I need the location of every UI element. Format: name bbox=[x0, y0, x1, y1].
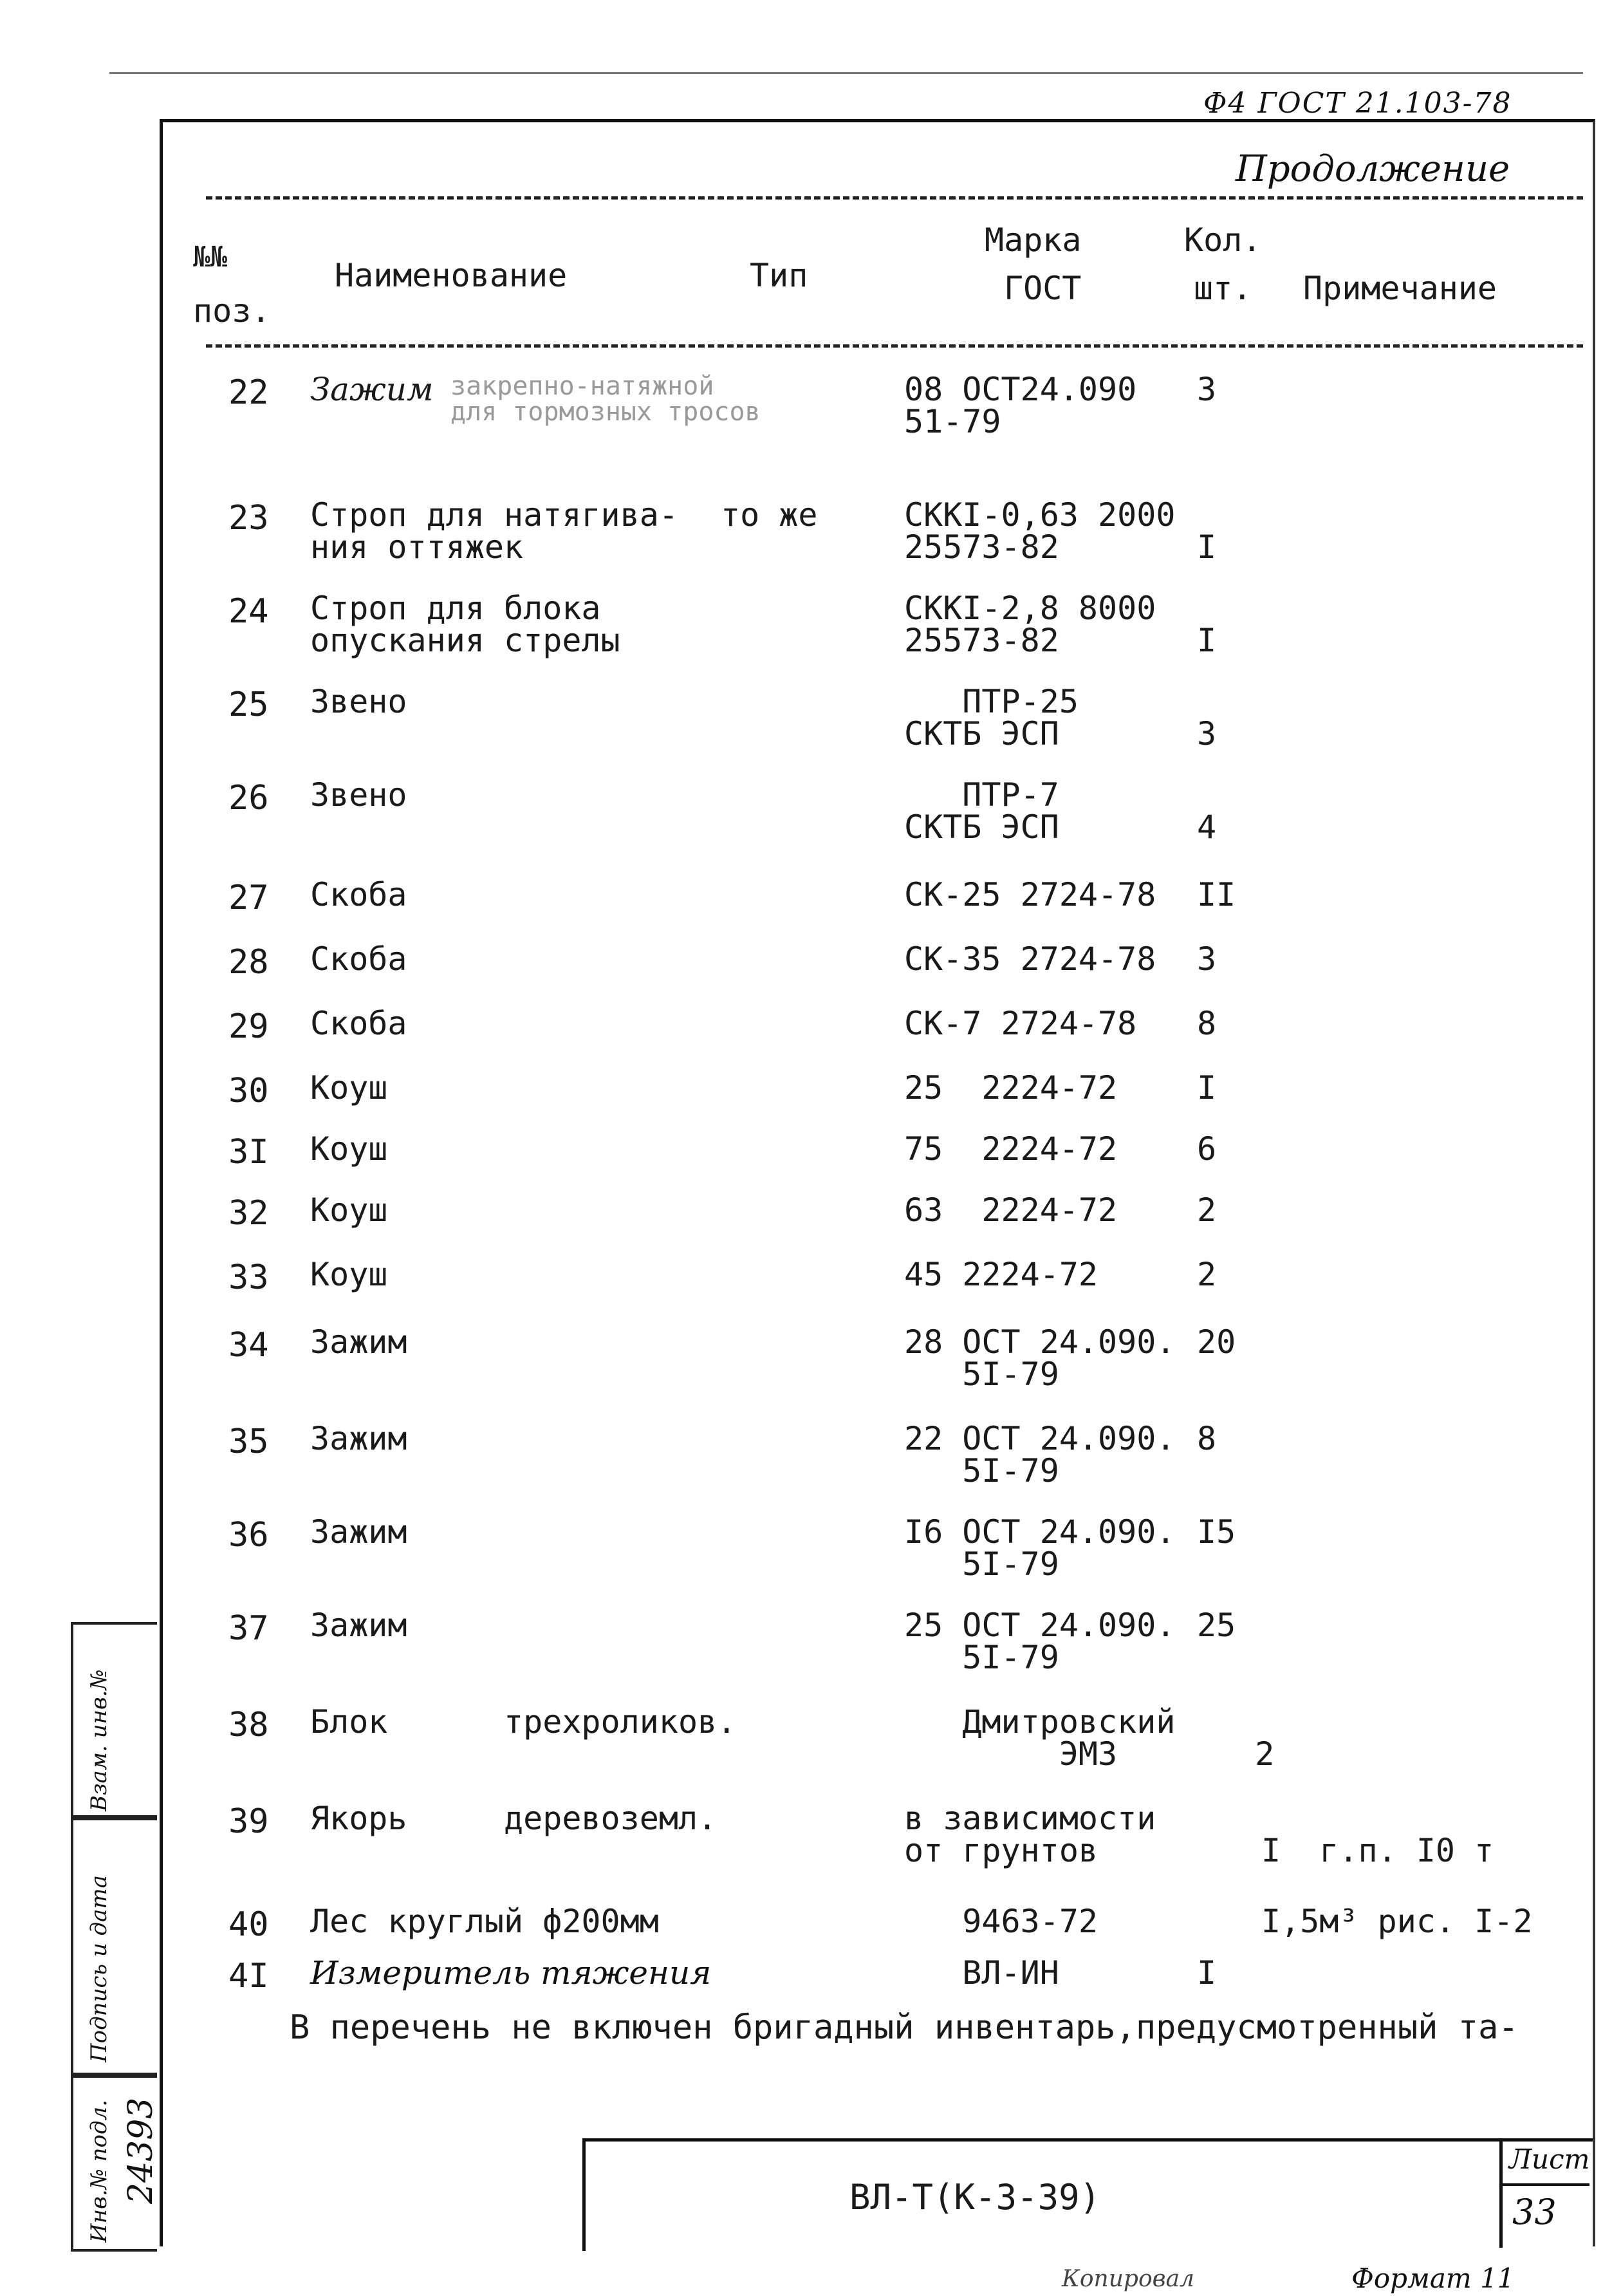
col-mark-header-line1: Марка bbox=[985, 221, 1082, 259]
col-qty-header-line2: шт. bbox=[1194, 270, 1252, 307]
side-inv-cell bbox=[71, 2073, 160, 2252]
row-mark: 25 2224-72 bbox=[904, 1069, 1118, 1106]
row-position: 3I bbox=[228, 1133, 269, 1171]
row-name: Зажим bbox=[310, 371, 434, 408]
row-mark: СККI-0,63 2000 25573-82 bbox=[904, 496, 1176, 566]
row-name: Скоба bbox=[310, 876, 407, 913]
row-note: I г.п. I0 т bbox=[1261, 1832, 1494, 1869]
col-qty-header-line1: Кол. bbox=[1184, 221, 1262, 259]
sheet-divider bbox=[1499, 2183, 1589, 2186]
row-name: Звено bbox=[310, 683, 407, 720]
row-position: 30 bbox=[228, 1072, 269, 1110]
row-position: 28 bbox=[228, 943, 269, 982]
row-position: 4I bbox=[228, 1957, 269, 1995]
row-name: Зажим bbox=[310, 1607, 407, 1644]
row-note: I,5м³ рис. I-2 bbox=[1261, 1903, 1533, 1940]
title-doc-id: ВЛ-Т(К-3-39) bbox=[849, 2177, 1101, 2217]
row-qty: 3 bbox=[1197, 715, 1217, 752]
row-name: Зажим bbox=[310, 1513, 407, 1551]
row-qty: II bbox=[1197, 876, 1236, 913]
row-position: 33 bbox=[228, 1258, 269, 1297]
row-mark: I6 ОСТ 24.090. 5I-79 bbox=[904, 1513, 1176, 1583]
row-position: 36 bbox=[228, 1516, 269, 1554]
col-pos-header-line2: поз. bbox=[193, 292, 271, 330]
row-position: 40 bbox=[228, 1905, 269, 1944]
continuation-label: Продолжение bbox=[1236, 148, 1510, 190]
row-mark: 22 ОСТ 24.090. 5I-79 bbox=[904, 1420, 1176, 1489]
row-position: 24 bbox=[228, 592, 269, 631]
row-mark: Дмитровский ЭМЗ bbox=[962, 1703, 1176, 1773]
side-inv-label: Инв.№ подл. bbox=[86, 2100, 112, 2243]
row-qty: I5 bbox=[1197, 1513, 1236, 1551]
row-qty: I bbox=[1197, 528, 1217, 566]
row-name: Зажим bbox=[310, 1420, 407, 1457]
format-label: Формат 11 bbox=[1351, 2263, 1515, 2294]
row-mark: ПТР-25 СКТБ ЭСП bbox=[904, 683, 1079, 752]
side-signature-cell bbox=[71, 1815, 157, 2078]
col-mark-header-line2: ГОСТ bbox=[1004, 270, 1082, 307]
row-mark: 25 ОСТ 24.090. 5I-79 bbox=[904, 1607, 1176, 1676]
row-name: Коуш bbox=[310, 1256, 388, 1293]
row-name: Строп для натягива- ния оттяжек bbox=[310, 496, 678, 566]
row-name: Коуш bbox=[310, 1191, 388, 1229]
row-mark: ПТР-7 СКТБ ЭСП bbox=[904, 776, 1059, 846]
col-type-header: Тип bbox=[750, 257, 808, 294]
row-position: 22 bbox=[228, 373, 269, 412]
top-rule bbox=[109, 72, 1583, 74]
row-name: Скоба bbox=[310, 1005, 407, 1042]
row-qty: 2 bbox=[1255, 1735, 1275, 1773]
row-position: 27 bbox=[228, 879, 269, 917]
row-name: Измеритель тяжения bbox=[310, 1954, 712, 1992]
row-qty: 6 bbox=[1197, 1130, 1217, 1168]
side-inv-value: 24393 bbox=[122, 2097, 160, 2204]
row-qty: 8 bbox=[1197, 1420, 1217, 1457]
row-mark: СК-7 2724-78 bbox=[904, 1005, 1137, 1042]
row-name: Строп для блока опускания стрелы bbox=[310, 590, 620, 659]
col-note-header: Примечание bbox=[1303, 270, 1497, 307]
row-qty: 20 bbox=[1197, 1323, 1236, 1361]
row-mark: 75 2224-72 bbox=[904, 1130, 1118, 1168]
row-position: 34 bbox=[228, 1326, 269, 1365]
row-position: 35 bbox=[228, 1423, 269, 1461]
copied-by-label: Копировал bbox=[1062, 2266, 1194, 2292]
row-qty: 2 bbox=[1197, 1191, 1217, 1229]
row-position: 25 bbox=[228, 686, 269, 724]
row-mark: СККI-2,8 8000 25573-82 bbox=[904, 590, 1156, 659]
header-top-dash bbox=[206, 196, 1583, 200]
col-name-header: Наименование bbox=[335, 257, 568, 294]
row-name: Звено bbox=[310, 776, 407, 814]
row-position: 32 bbox=[228, 1194, 269, 1233]
row-qty: 8 bbox=[1197, 1005, 1217, 1042]
row-position: 26 bbox=[228, 779, 269, 817]
row-qty: 3 bbox=[1197, 371, 1217, 408]
row-position: 23 bbox=[228, 499, 269, 537]
row-name: Скоба bbox=[310, 940, 407, 978]
row-position: 29 bbox=[228, 1007, 269, 1046]
row-mark: СК-25 2724-78 bbox=[904, 876, 1156, 913]
row-qty: 3 bbox=[1197, 940, 1217, 978]
row-mark: 08 ОСТ24.090 51-79 bbox=[904, 371, 1137, 440]
sheet-label: Лист bbox=[1509, 2143, 1590, 2175]
side-signature-label: Подпись и дата bbox=[86, 1875, 112, 2062]
sheet-number: 33 bbox=[1512, 2192, 1557, 2232]
row-qty: I bbox=[1197, 622, 1217, 659]
side-replaces-cell bbox=[71, 1622, 157, 1820]
row-mark: в зависимости от грунтов bbox=[904, 1800, 1156, 1869]
row-mark: 9463-72 bbox=[904, 1903, 1098, 1940]
row-position: 38 bbox=[228, 1706, 269, 1744]
row-name: Зажим bbox=[310, 1323, 407, 1361]
side-replaces-label: Взам. инв.№ bbox=[86, 1669, 112, 1811]
row-mark: 45 2224-72 bbox=[904, 1256, 1098, 1293]
row-position: 37 bbox=[228, 1609, 269, 1648]
row-name-faded: закрепно-натяжной для тормозных тросов bbox=[450, 371, 761, 427]
row-name: Лес круглый ф200мм bbox=[310, 1903, 659, 1940]
row-name: Блок трехроликов. bbox=[310, 1703, 737, 1741]
header-bottom-dash bbox=[206, 344, 1583, 348]
row-mark: ВЛ-ИН bbox=[904, 1954, 1059, 1992]
row-mark: СК-35 2724-78 bbox=[904, 940, 1156, 978]
row-mark: 28 ОСТ 24.090. 5I-79 bbox=[904, 1323, 1176, 1393]
row-qty: 2 bbox=[1197, 1256, 1217, 1293]
row-qty: 4 bbox=[1197, 808, 1217, 846]
row-qty: 25 bbox=[1197, 1607, 1236, 1644]
row-name: Якорь деревоземл. bbox=[310, 1800, 718, 1837]
footnote: В перечень не включен бригадный инвентарь,предусмотренный та- bbox=[290, 2008, 1519, 2047]
document-code: Ф4 ГОСТ 21.103-78 bbox=[1203, 87, 1512, 120]
row-qty: I bbox=[1197, 1954, 1217, 1992]
row-name: Коуш bbox=[310, 1069, 388, 1106]
row-mark: 63 2224-72 bbox=[904, 1191, 1118, 1229]
row-qty: I bbox=[1197, 1069, 1217, 1106]
col-pos-header-line1: №№ bbox=[193, 241, 227, 274]
row-name: Коуш bbox=[310, 1130, 388, 1168]
row-type: то же bbox=[721, 496, 818, 534]
row-position: 39 bbox=[228, 1802, 269, 1841]
